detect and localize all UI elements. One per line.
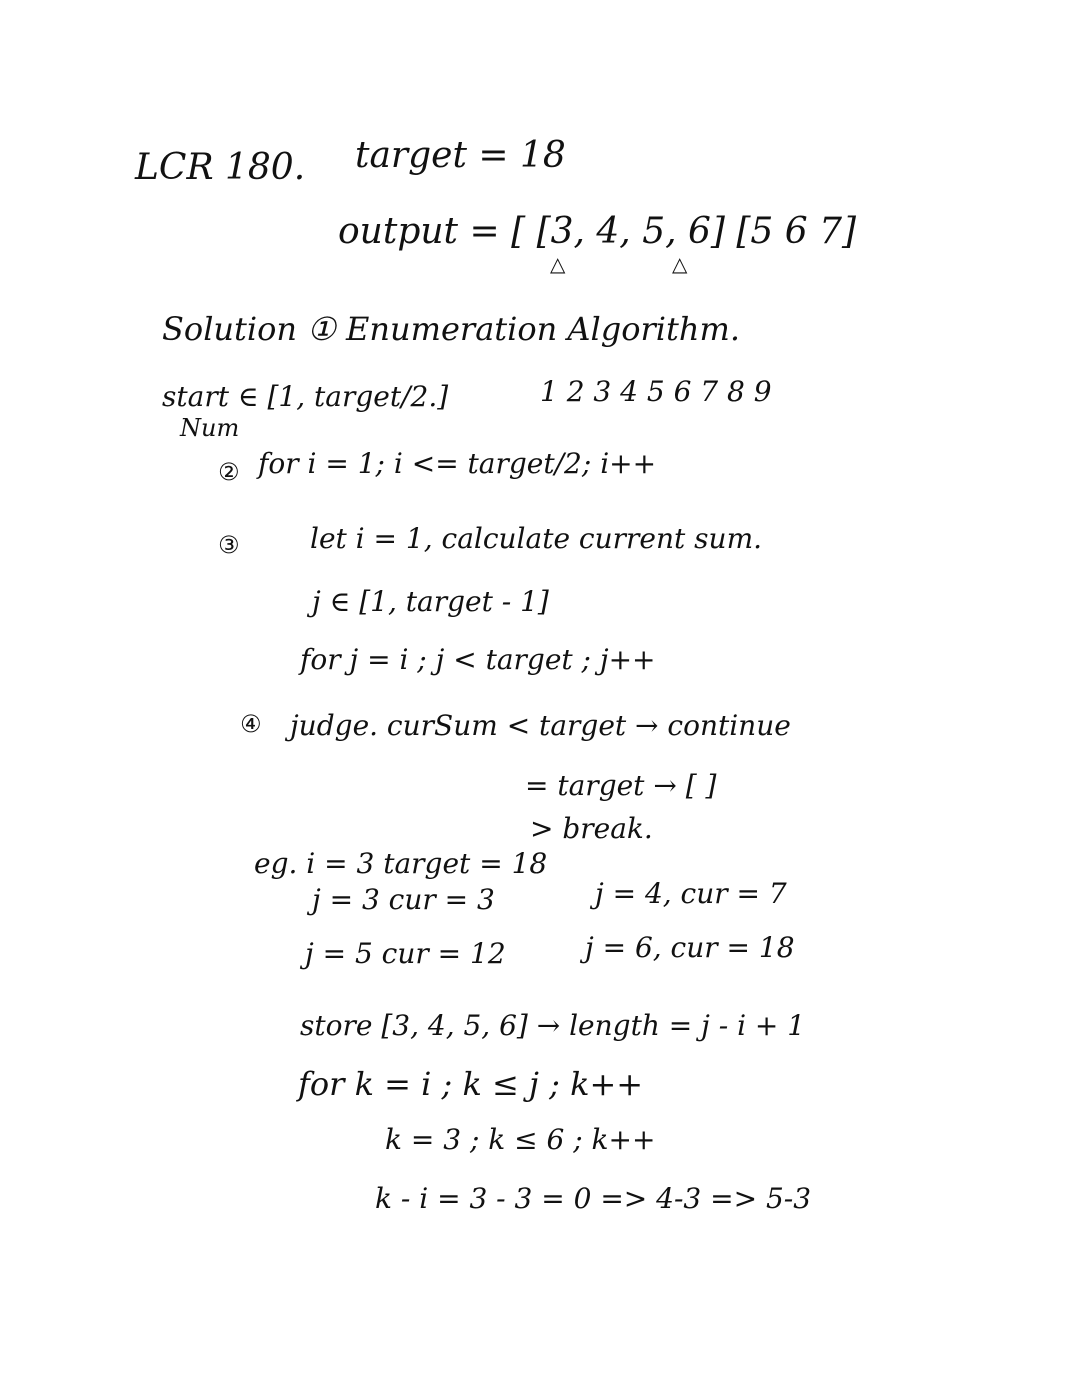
equal-case: = target → [ ] xyxy=(525,769,717,802)
step-3-marker: ③ xyxy=(218,531,240,559)
solution-heading: Solution ① Enumeration Algorithm. xyxy=(162,310,741,348)
start-range: start ∈ [1, target/2.] xyxy=(162,380,449,413)
example-j5: j = 5 cur = 12 xyxy=(305,937,506,970)
step-2-loop: for i = 1; i <= target/2; i++ xyxy=(258,447,657,480)
step-2-marker: ② xyxy=(218,458,240,486)
example-heading: eg. i = 3 target = 18 xyxy=(254,847,548,880)
start-marker-triangle: △ xyxy=(550,252,566,276)
step-3-text: let i = 1, calculate current sum. xyxy=(310,522,763,555)
example-j3: j = 3 cur = 3 xyxy=(312,883,495,916)
example-j4: j = 4, cur = 7 xyxy=(595,877,787,910)
num-label: Num xyxy=(180,414,240,442)
greater-case: > break. xyxy=(530,812,653,845)
j-range: j ∈ [1, target - 1] xyxy=(312,585,549,618)
store-line: store [3, 4, 5, 6] → length = j - i + 1 xyxy=(300,1009,806,1042)
target-value: target = 18 xyxy=(355,135,566,176)
problem-id: LCR 180. xyxy=(135,147,306,188)
k-index: k - i = 3 - 3 = 0 => 4-3 => 5-3 xyxy=(375,1182,812,1215)
end-marker-triangle: △ xyxy=(672,252,688,276)
j-loop: for j = i ; j < target ; j++ xyxy=(300,643,656,676)
output-line: output = [ [3, 4, 5, 6] [5 6 7] xyxy=(338,211,857,252)
k-loop: for k = i ; k ≤ j ; k++ xyxy=(298,1065,644,1103)
step-4-judge: judge. curSum < target → continue xyxy=(290,709,791,742)
k-values: k = 3 ; k ≤ 6 ; k++ xyxy=(385,1123,656,1156)
step-4-marker: ④ xyxy=(240,710,262,738)
number-row: 1 2 3 4 5 6 7 8 9 xyxy=(540,375,772,408)
example-j6: j = 6, cur = 18 xyxy=(585,931,795,964)
